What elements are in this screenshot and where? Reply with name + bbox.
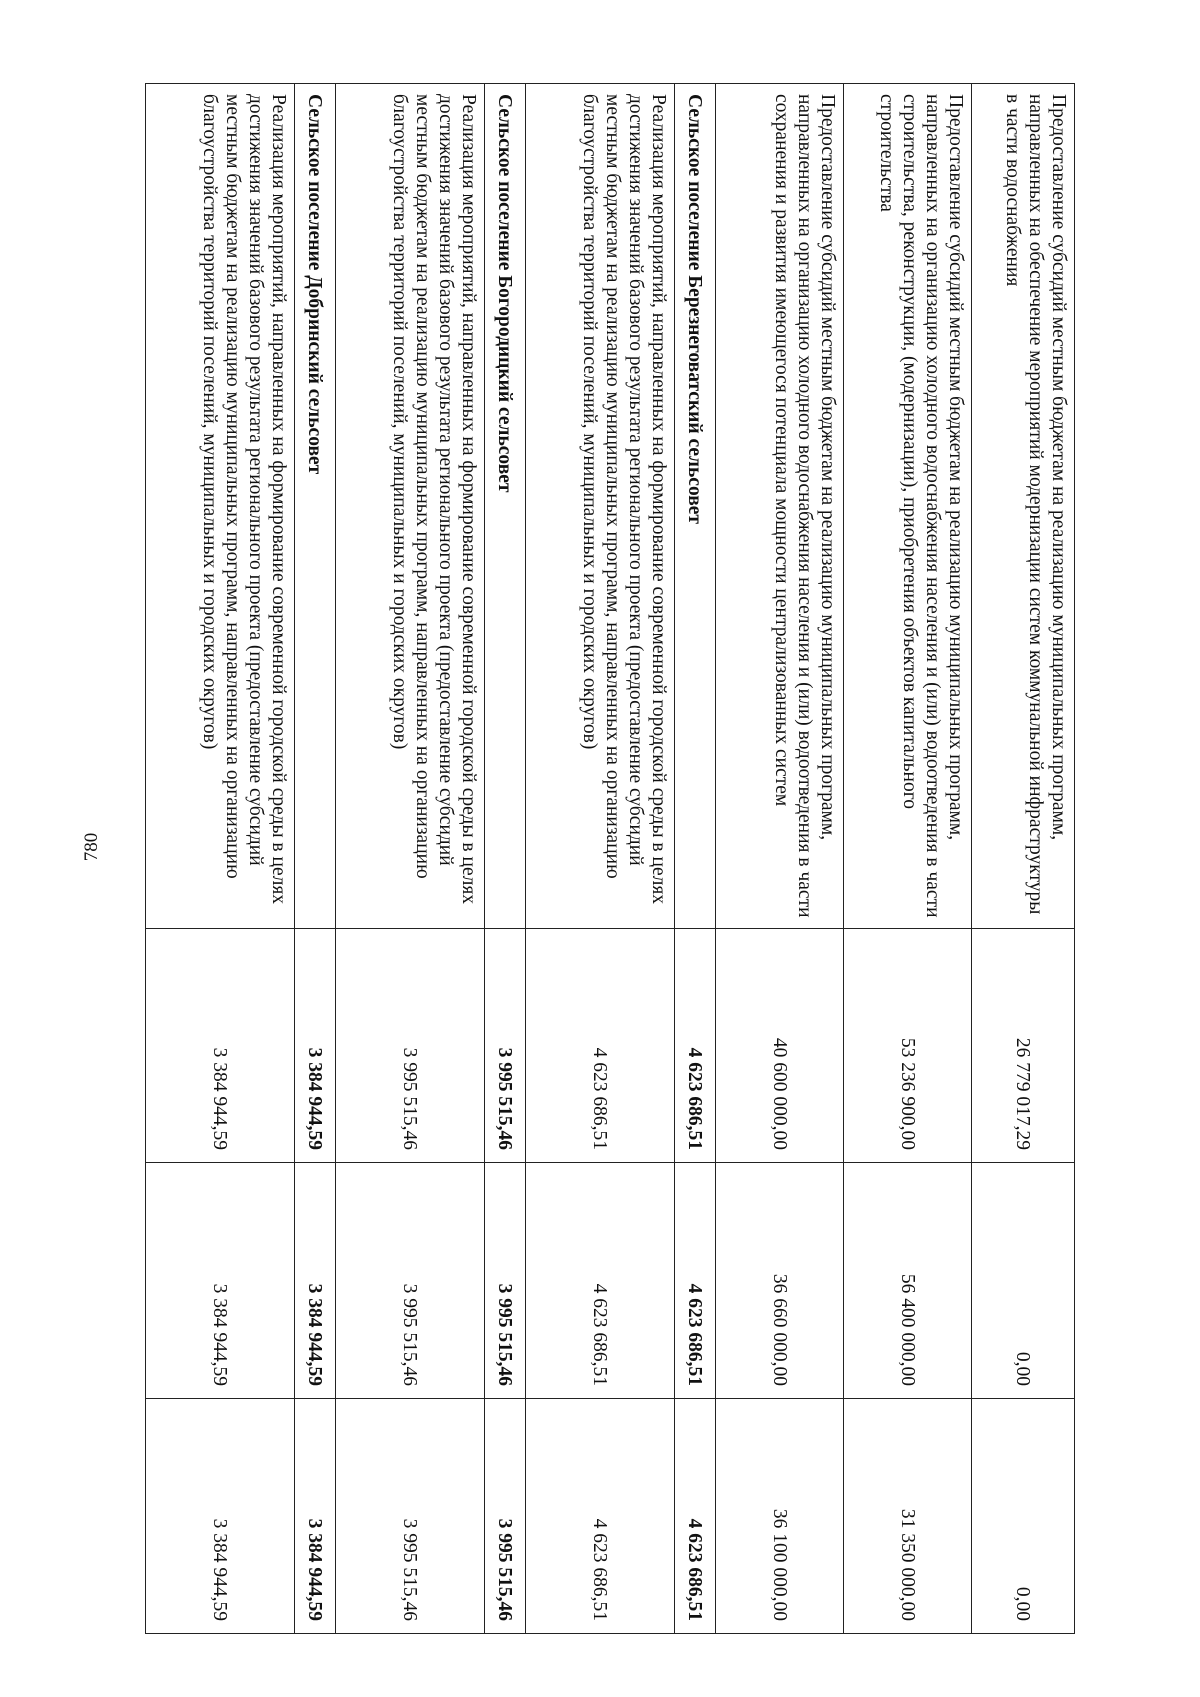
row-name: Реализация мероприятий, направленных на формирование современной городской среды в целях достижения значений базового результата регионального проекта (предоставление субсидий местным бюджетам на реализацию муниципальных программ, направленных на организацию благоустройства территорий поселений, муниципальных и городских округов) (525, 84, 674, 929)
table-row (971, 84, 1074, 1634)
row-name: Реализация мероприятий, направленных на формирование современной городской среды в целях достижения значений базового результата регионального проекта (предоставление субсидий местным бюджетам на реализацию муниципальных программ, направленных на организацию благоустройства территорий поселений, муниципальных и городских округов) (336, 84, 485, 929)
table-row (843, 84, 971, 1634)
value-year-1: 4 623 686,51 (674, 929, 715, 1163)
settlement-name: Сельское поселение Добринский сельсовет (294, 84, 335, 929)
value-year-2: 4 623 686,51 (674, 1163, 715, 1399)
value-year-3: 3 384 944,59 (294, 1399, 335, 1634)
settlement-name: Сельское поселение Богородицкий сельсовет (484, 84, 525, 929)
row-name: Предоставление субсидий местным бюджетам на реализацию муниципальных программ, направленных на обеспечение мероприятий модернизации систем коммунальной инфраструктуры в части водоснабжения (971, 84, 1074, 929)
value-year-3: 4 623 686,51 (525, 1399, 674, 1634)
page-number: 780 (81, 832, 102, 862)
value-year-1: 40 600 000,00 (715, 929, 843, 1163)
value-year-2: 3 384 944,59 (294, 1163, 335, 1399)
value-year-2: 3 995 515,46 (336, 1163, 485, 1399)
value-year-3: 3 995 515,46 (484, 1399, 525, 1634)
table-row (146, 84, 295, 1634)
value-year-1: 3 384 944,59 (294, 929, 335, 1163)
value-year-2: 0,00 (971, 1163, 1074, 1399)
value-year-3: 3 384 944,59 (146, 1399, 295, 1634)
table-row-subtotal (674, 84, 715, 1634)
value-year-1: 53 236 900,00 (843, 929, 971, 1163)
value-year-1: 4 623 686,51 (525, 929, 674, 1163)
table-row (715, 84, 843, 1634)
value-year-1: 3 995 515,46 (336, 929, 485, 1163)
value-year-3: 4 623 686,51 (674, 1399, 715, 1634)
rotated-table-container (145, 83, 1075, 1633)
value-year-3: 36 100 000,00 (715, 1399, 843, 1634)
value-year-3: 0,00 (971, 1399, 1074, 1634)
table-row (525, 84, 674, 1634)
table-row-subtotal (484, 84, 525, 1634)
value-year-1: 26 779 017,29 (971, 929, 1074, 1163)
value-year-1: 3 995 515,46 (484, 929, 525, 1163)
row-name: Предоставление субсидий местным бюджетам на реализацию муниципальных программ, направленных на организацию холодного водоснабжения населения и (или) водоотведения в части строительства, реконструкции, (модернизации), приобретения объектов капитального строительства (843, 84, 971, 929)
row-name: Предоставление субсидий местным бюджетам на реализацию муниципальных программ, направленных на организацию холодного водоснабжения населения и (или) водоотведения в части сохранения и развития имеющегося потенциала мощности централизованных систем (715, 84, 843, 929)
settlement-name: Сельское поселение Березнеговатский сельсовет (674, 84, 715, 929)
value-year-1: 3 384 944,59 (146, 929, 295, 1163)
value-year-2: 3 384 944,59 (146, 1163, 295, 1399)
value-year-2: 56 400 000,00 (843, 1163, 971, 1399)
table-row-subtotal (294, 84, 335, 1634)
budget-table (145, 83, 1075, 1634)
row-name: Реализация мероприятий, направленных на формирование современной городской среды в целях достижения значений базового результата регионального проекта (предоставление субсидий местным бюджетам на реализацию муниципальных программ, направленных на организацию благоустройства территорий поселений, муниципальных и городских округов) (146, 84, 295, 929)
value-year-2: 4 623 686,51 (525, 1163, 674, 1399)
value-year-2: 36 660 000,00 (715, 1163, 843, 1399)
value-year-3: 3 995 515,46 (336, 1399, 485, 1634)
table-row (336, 84, 485, 1634)
value-year-2: 3 995 515,46 (484, 1163, 525, 1399)
value-year-3: 31 350 000,00 (843, 1399, 971, 1634)
